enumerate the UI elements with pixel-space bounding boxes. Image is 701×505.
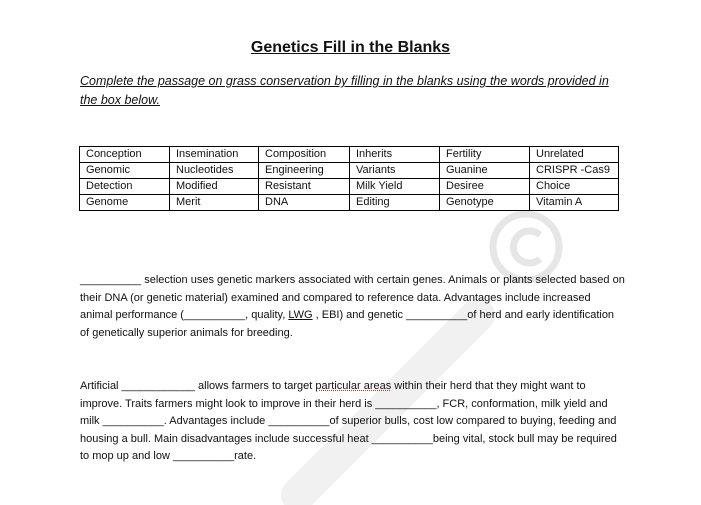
instructions: Complete the passage on grass conservation by filling in the blanks using the words provided in the box below. bbox=[80, 74, 609, 107]
word-cell: Vitamin A bbox=[530, 195, 619, 211]
word-cell: Resistant bbox=[259, 179, 350, 195]
word-cell: Choice bbox=[530, 179, 619, 195]
word-cell: Merit bbox=[170, 195, 259, 211]
grammar-flagged-phrase: particular areas bbox=[315, 380, 392, 392]
passage-genomic-selection bbox=[80, 272, 625, 342]
word-cell: Engineering bbox=[259, 163, 350, 179]
page-title: Genetics Fill in the Blanks bbox=[250, 39, 451, 56]
word-cell: CRISPR -Cas9 bbox=[530, 163, 619, 179]
word-cell: Genome bbox=[80, 195, 170, 211]
word-cell: Unrelated bbox=[530, 147, 619, 163]
passage2-text-end: within their herd that they might want to improve. Traits farmers might look to improve in their herd is __________, FCR, conformation, milk yield and milk __________. Advantages include __________of superior bulls, cost low compared to buying, feeding and housing a bull. Main disadvantages include successful heat __________being vital, stock bull may be required to mop up and low __________rate. bbox=[80, 380, 617, 462]
word-cell: Editing bbox=[350, 195, 440, 211]
word-bank-table bbox=[79, 146, 619, 211]
passage1-text-start: __________ selection uses genetic markers associated with certain genes. Animals or plants selected based on their DNA (or genetic material) examined and compared to reference data. Advantages include increased animal performance (__________, quality, bbox=[80, 274, 625, 321]
word-cell: Desiree bbox=[440, 179, 530, 195]
word-cell: Nucleotides bbox=[170, 163, 259, 179]
word-cell: Variants bbox=[350, 163, 440, 179]
word-cell: Genomic bbox=[80, 163, 170, 179]
passage-artificial-insemination bbox=[80, 378, 625, 466]
word-cell: Composition bbox=[259, 147, 350, 163]
word-cell: Modified bbox=[170, 179, 259, 195]
word-cell: DNA bbox=[259, 195, 350, 211]
word-cell: Fertility bbox=[440, 147, 530, 163]
word-cell: Guanine bbox=[440, 163, 530, 179]
word-cell: Inherits bbox=[350, 147, 440, 163]
passage1-text-end: , EBI) and genetic __________of herd and early identification of genetically superior animals for breeding. bbox=[80, 309, 615, 339]
table-row bbox=[80, 195, 619, 211]
table-row bbox=[80, 163, 619, 179]
word-cell: Conception bbox=[80, 147, 170, 163]
word-cell: Insemination bbox=[170, 147, 259, 163]
table-row bbox=[80, 179, 619, 195]
word-cell: Genotype bbox=[440, 195, 530, 211]
table-row bbox=[80, 147, 619, 163]
word-cell: Milk Yield bbox=[350, 179, 440, 195]
passage2-text-start: Artificial ____________ allows farmers to target bbox=[80, 380, 316, 392]
word-cell: Detection bbox=[80, 179, 170, 195]
lwg-abbreviation: LWG bbox=[288, 309, 313, 321]
